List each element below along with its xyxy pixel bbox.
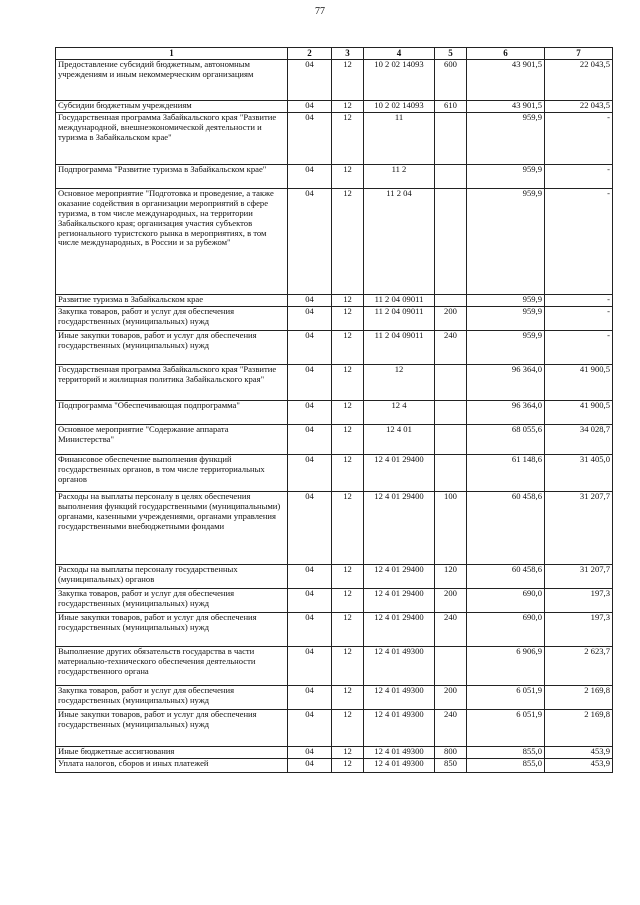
table-row bbox=[56, 60, 613, 101]
subsection-code: 12 bbox=[332, 113, 364, 165]
expense-type-code: 100 bbox=[435, 492, 467, 565]
table-row bbox=[56, 747, 613, 759]
subsection-code: 12 bbox=[332, 425, 364, 455]
amount-col6: 959,9 bbox=[467, 295, 545, 307]
row-name: Закупка товаров, работ и услуг для обеспечения государственных (муниципальных) нужд bbox=[56, 307, 288, 331]
amount-col7: 2 623,7 bbox=[545, 647, 613, 686]
subsection-code: 12 bbox=[332, 565, 364, 589]
amount-col7: 453,9 bbox=[545, 747, 613, 759]
expense-type-code: 240 bbox=[435, 613, 467, 647]
amount-col6: 855,0 bbox=[467, 747, 545, 759]
table-row bbox=[56, 759, 613, 773]
section-code: 04 bbox=[288, 60, 332, 101]
section-code: 04 bbox=[288, 425, 332, 455]
section-code: 04 bbox=[288, 455, 332, 492]
row-name: Уплата налогов, сборов и иных платежей bbox=[56, 759, 288, 773]
table-row bbox=[56, 425, 613, 455]
target-article-code: 11 2 04 bbox=[364, 189, 435, 295]
subsection-code: 12 bbox=[332, 307, 364, 331]
expense-type-code: 200 bbox=[435, 686, 467, 710]
column-header: 7 bbox=[545, 48, 613, 60]
amount-col6: 6 906,9 bbox=[467, 647, 545, 686]
expense-type-code bbox=[435, 455, 467, 492]
column-header: 4 bbox=[364, 48, 435, 60]
table-row bbox=[56, 165, 613, 189]
amount-col6: 60 458,6 bbox=[467, 565, 545, 589]
row-name: Выполнение других обязательств государства в части материально-технического обеспечения деятельности государственного органа bbox=[56, 647, 288, 686]
target-article-code: 12 4 01 29400 bbox=[364, 455, 435, 492]
section-code: 04 bbox=[288, 565, 332, 589]
amount-col6: 6 051,9 bbox=[467, 710, 545, 747]
table-row bbox=[56, 365, 613, 401]
subsection-code: 12 bbox=[332, 165, 364, 189]
amount-col7: 34 028,7 bbox=[545, 425, 613, 455]
row-name: Иные закупки товаров, работ и услуг для обеспечения государственных (муниципальных) нужд bbox=[56, 613, 288, 647]
expense-type-code bbox=[435, 401, 467, 425]
table-row bbox=[56, 307, 613, 331]
row-name: Финансовое обеспечение выполнения функций государственных органов, в том числе территориальных органов bbox=[56, 455, 288, 492]
expense-type-code: 120 bbox=[435, 565, 467, 589]
target-article-code: 12 4 01 49300 bbox=[364, 747, 435, 759]
target-article-code: 11 2 04 09011 bbox=[364, 331, 435, 365]
row-name: Основное мероприятие "Подготовка и проведение, а также оказание содействия в организации мероприятий в сфере туризма, в том числе международных, на территории Забайкальского края; организация участия субъектов регионального туристского рынка в мероприятиях, в том числе международных, в России и за рубежом" bbox=[56, 189, 288, 295]
expense-type-code: 610 bbox=[435, 101, 467, 113]
section-code: 04 bbox=[288, 401, 332, 425]
amount-col7: 41 900,5 bbox=[545, 401, 613, 425]
amount-col6: 68 055,6 bbox=[467, 425, 545, 455]
amount-col6: 959,9 bbox=[467, 189, 545, 295]
subsection-code: 12 bbox=[332, 189, 364, 295]
section-code: 04 bbox=[288, 613, 332, 647]
target-article-code: 10 2 02 14093 bbox=[364, 60, 435, 101]
table-row bbox=[56, 331, 613, 365]
target-article-code: 12 4 01 bbox=[364, 425, 435, 455]
target-article-code: 12 bbox=[364, 365, 435, 401]
target-article-code: 12 4 01 49300 bbox=[364, 759, 435, 773]
amount-col7: - bbox=[545, 165, 613, 189]
table-row bbox=[56, 710, 613, 747]
row-name: Закупка товаров, работ и услуг для обеспечения государственных (муниципальных) нужд bbox=[56, 686, 288, 710]
row-name: Расходы на выплаты персоналу государственных (муниципальных) органов bbox=[56, 565, 288, 589]
target-article-code: 11 2 bbox=[364, 165, 435, 189]
amount-col7: 31 405,0 bbox=[545, 455, 613, 492]
amount-col7: - bbox=[545, 113, 613, 165]
subsection-code: 12 bbox=[332, 455, 364, 492]
subsection-code: 12 bbox=[332, 492, 364, 565]
row-name: Подпрограмма "Обеспечивающая подпрограмма" bbox=[56, 401, 288, 425]
amount-col6: 690,0 bbox=[467, 613, 545, 647]
expense-type-code bbox=[435, 165, 467, 189]
section-code: 04 bbox=[288, 759, 332, 773]
amount-col6: 690,0 bbox=[467, 589, 545, 613]
row-name: Государственная программа Забайкальского края "Развитие территорий и жилищная политика Забайкальского края" bbox=[56, 365, 288, 401]
expense-type-code: 240 bbox=[435, 331, 467, 365]
expense-type-code bbox=[435, 113, 467, 165]
target-article-code: 12 4 01 49300 bbox=[364, 710, 435, 747]
section-code: 04 bbox=[288, 189, 332, 295]
section-code: 04 bbox=[288, 710, 332, 747]
subsection-code: 12 bbox=[332, 401, 364, 425]
subsection-code: 12 bbox=[332, 589, 364, 613]
table-row bbox=[56, 686, 613, 710]
subsection-code: 12 bbox=[332, 710, 364, 747]
target-article-code: 12 4 01 29400 bbox=[364, 613, 435, 647]
table-row bbox=[56, 101, 613, 113]
amount-col7: 22 043,5 bbox=[545, 60, 613, 101]
section-code: 04 bbox=[288, 295, 332, 307]
section-code: 04 bbox=[288, 589, 332, 613]
amount-col7: 197,3 bbox=[545, 589, 613, 613]
amount-col6: 959,9 bbox=[467, 113, 545, 165]
row-name: Расходы на выплаты персоналу в целях обеспечения выполнения функций государственными (муниципальными) органами, казенными учреждениями, органами управления государственными внебюджетными фондами bbox=[56, 492, 288, 565]
subsection-code: 12 bbox=[332, 759, 364, 773]
subsection-code: 12 bbox=[332, 647, 364, 686]
section-code: 04 bbox=[288, 647, 332, 686]
subsection-code: 12 bbox=[332, 747, 364, 759]
target-article-code: 11 bbox=[364, 113, 435, 165]
table-row bbox=[56, 189, 613, 295]
target-article-code: 12 4 01 29400 bbox=[364, 589, 435, 613]
expense-type-code: 200 bbox=[435, 589, 467, 613]
page-number: 77 bbox=[315, 6, 325, 17]
amount-col7: 31 207,7 bbox=[545, 565, 613, 589]
target-article-code: 12 4 01 29400 bbox=[364, 565, 435, 589]
table-row bbox=[56, 401, 613, 425]
amount-col7: 2 169,8 bbox=[545, 710, 613, 747]
subsection-code: 12 bbox=[332, 60, 364, 101]
row-name: Развитие туризма в Забайкальском крае bbox=[56, 295, 288, 307]
row-name: Государственная программа Забайкальского края "Развитие международной, внешнеэкономической деятельности и туризма в Забайкальском крае" bbox=[56, 113, 288, 165]
table-row bbox=[56, 565, 613, 589]
expense-type-code bbox=[435, 647, 467, 686]
amount-col7: 453,9 bbox=[545, 759, 613, 773]
section-code: 04 bbox=[288, 113, 332, 165]
amount-col7: - bbox=[545, 295, 613, 307]
table-row bbox=[56, 613, 613, 647]
amount-col6: 60 458,6 bbox=[467, 492, 545, 565]
expense-type-code: 600 bbox=[435, 60, 467, 101]
amount-col6: 855,0 bbox=[467, 759, 545, 773]
budget-table bbox=[55, 47, 613, 773]
target-article-code: 12 4 bbox=[364, 401, 435, 425]
table-row bbox=[56, 492, 613, 565]
section-code: 04 bbox=[288, 747, 332, 759]
amount-col6: 959,9 bbox=[467, 331, 545, 365]
amount-col6: 43 901,5 bbox=[467, 101, 545, 113]
row-name: Предоставление субсидий бюджетным, автономным учреждениям и иным некоммерческим организациям bbox=[56, 60, 288, 101]
target-article-code: 11 2 04 09011 bbox=[364, 307, 435, 331]
section-code: 04 bbox=[288, 307, 332, 331]
row-name: Субсидии бюджетным учреждениям bbox=[56, 101, 288, 113]
target-article-code: 11 2 04 09011 bbox=[364, 295, 435, 307]
expense-type-code bbox=[435, 295, 467, 307]
table-header-row bbox=[56, 48, 613, 60]
expense-type-code: 200 bbox=[435, 307, 467, 331]
subsection-code: 12 bbox=[332, 331, 364, 365]
section-code: 04 bbox=[288, 492, 332, 565]
amount-col7: 31 207,7 bbox=[545, 492, 613, 565]
table-row bbox=[56, 295, 613, 307]
target-article-code: 10 2 02 14093 bbox=[364, 101, 435, 113]
amount-col6: 43 901,5 bbox=[467, 60, 545, 101]
subsection-code: 12 bbox=[332, 686, 364, 710]
expense-type-code: 240 bbox=[435, 710, 467, 747]
amount-col7: - bbox=[545, 307, 613, 331]
section-code: 04 bbox=[288, 365, 332, 401]
amount-col6: 959,9 bbox=[467, 307, 545, 331]
amount-col6: 96 364,0 bbox=[467, 401, 545, 425]
expense-type-code bbox=[435, 365, 467, 401]
column-header: 1 bbox=[56, 48, 288, 60]
section-code: 04 bbox=[288, 165, 332, 189]
section-code: 04 bbox=[288, 686, 332, 710]
row-name: Иные закупки товаров, работ и услуг для обеспечения государственных (муниципальных) нужд bbox=[56, 331, 288, 365]
table-row bbox=[56, 455, 613, 492]
row-name: Иные закупки товаров, работ и услуг для обеспечения государственных (муниципальных) нужд bbox=[56, 710, 288, 747]
target-article-code: 12 4 01 49300 bbox=[364, 686, 435, 710]
table-row bbox=[56, 589, 613, 613]
row-name: Закупка товаров, работ и услуг для обеспечения государственных (муниципальных) нужд bbox=[56, 589, 288, 613]
row-name: Основное мероприятие "Содержание аппарата Министерства" bbox=[56, 425, 288, 455]
column-header: 3 bbox=[332, 48, 364, 60]
expense-type-code bbox=[435, 425, 467, 455]
subsection-code: 12 bbox=[332, 101, 364, 113]
amount-col7: - bbox=[545, 189, 613, 295]
column-header: 5 bbox=[435, 48, 467, 60]
expense-type-code: 850 bbox=[435, 759, 467, 773]
section-code: 04 bbox=[288, 101, 332, 113]
expense-type-code: 800 bbox=[435, 747, 467, 759]
target-article-code: 12 4 01 29400 bbox=[364, 492, 435, 565]
amount-col7: 197,3 bbox=[545, 613, 613, 647]
amount-col6: 959,9 bbox=[467, 165, 545, 189]
amount-col7: 22 043,5 bbox=[545, 101, 613, 113]
target-article-code: 12 4 01 49300 bbox=[364, 647, 435, 686]
row-name: Подпрограмма "Развитие туризма в Забайкальском крае" bbox=[56, 165, 288, 189]
amount-col6: 96 364,0 bbox=[467, 365, 545, 401]
subsection-code: 12 bbox=[332, 365, 364, 401]
column-header: 2 bbox=[288, 48, 332, 60]
table-row bbox=[56, 647, 613, 686]
subsection-code: 12 bbox=[332, 613, 364, 647]
amount-col7: 2 169,8 bbox=[545, 686, 613, 710]
amount-col6: 61 148,6 bbox=[467, 455, 545, 492]
column-header: 6 bbox=[467, 48, 545, 60]
expense-type-code bbox=[435, 189, 467, 295]
amount-col7: - bbox=[545, 331, 613, 365]
row-name: Иные бюджетные ассигнования bbox=[56, 747, 288, 759]
section-code: 04 bbox=[288, 331, 332, 365]
table-row bbox=[56, 113, 613, 165]
amount-col7: 41 900,5 bbox=[545, 365, 613, 401]
subsection-code: 12 bbox=[332, 295, 364, 307]
amount-col6: 6 051,9 bbox=[467, 686, 545, 710]
